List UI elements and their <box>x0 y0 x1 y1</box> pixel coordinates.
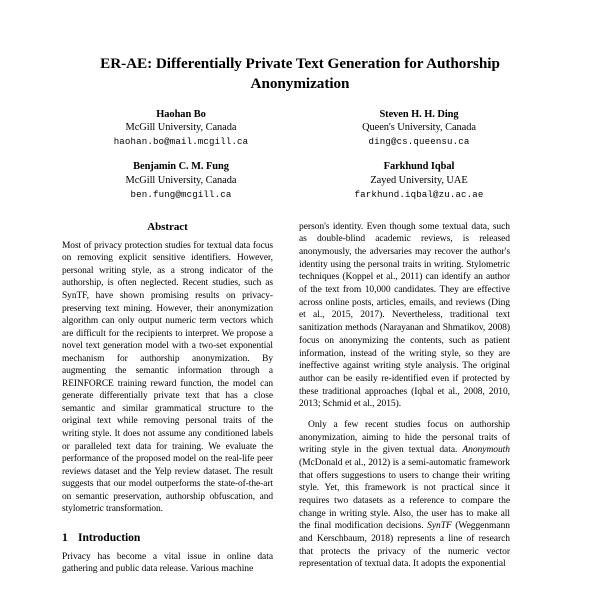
cited-system-name: Anonymouth <box>462 445 510 456</box>
author-email: farkhund.iqbal@zu.ac.ae <box>354 188 484 200</box>
author-column-right <box>300 108 538 213</box>
section-heading-introduction <box>62 531 273 544</box>
paragraph-text-part: (Weggenmann and Kerschbaum, 2018) represents a line of research that protects the privacy of the numeric vector representation of textual data. It adopts the exponential <box>299 521 510 570</box>
abstract-paragraph: Most of privacy protection studies for textual data focus on removing explicit sensitive identifiers. However, personal writing style, as a strong indicator of the authorship, is often neglected. Recent studies, such as SynTF, have shown promising results on privacy-preserving text mining. However, their anonymization algorithm can only output numeric term vectors which are difficult for the recipients to interpret. We propose a novel text generation model with a two-set exponential mechanism for authorship anonymization. By augmenting the semantic information through a REINFORCE training reward function, the model can generate differentially private text that has a close semantic and similar grammatical structure to the original text while removing personal traits of the writing style. It does not assume any conditioned labels or paralleled text data for training. We evaluate the performance of the proposed model on the real-life peer reviews dataset and the Yelp review dataset. The result suggests that our model outperforms the state-of-the-art on semantic preservation, authorship obfuscation, and stylometric transformation. <box>62 240 273 515</box>
author-list <box>62 108 538 213</box>
paragraph-text-part: (McDonald et al., 2012) is a semi-automatic framework that offers suggestions to users to change their writing style. Yet, this framework is not practical since it requires two datasets as a reference to compare the change in writing style. Also, the user has to make all the final modification decisions. <box>299 457 510 532</box>
author-affiliation: McGill University, Canada <box>125 122 237 134</box>
author-email: ben.fung@mcgill.ca <box>130 188 232 200</box>
abstract-heading: Abstract <box>147 220 188 233</box>
author-name: Haohan Bo <box>156 108 206 120</box>
author-affiliation: Zayed University, UAE <box>370 174 468 186</box>
column-left <box>62 221 273 576</box>
author-block <box>62 160 300 201</box>
author-block <box>300 108 538 149</box>
section-title: Introduction <box>78 530 141 544</box>
author-block <box>300 160 538 201</box>
column-right <box>299 221 510 576</box>
author-name: Steven H. H. Ding <box>379 108 459 120</box>
abstract-body <box>62 240 273 516</box>
paragraph-text-part: Only a few recent studies focus on authorship anonymization, aiming to hide the personal traits of writing style in the given textual data. <box>299 419 510 456</box>
author-block <box>62 108 300 149</box>
author-email: haohan.bo@mail.mcgill.ca <box>113 135 249 147</box>
page-title: ER-AE: Differentially Private Text Generation for Authorship Anonymization <box>100 55 500 92</box>
author-name: Farkhund Iqbal <box>383 161 455 173</box>
cited-system-name: SynTF <box>427 521 452 532</box>
right-column-paragraph <box>299 419 510 571</box>
author-affiliation: Queen's University, Canada <box>362 122 476 134</box>
author-affiliation: McGill University, Canada <box>125 174 237 186</box>
section-number: 1 <box>62 530 68 544</box>
author-email: ding@cs.queensu.ca <box>368 135 470 147</box>
introduction-paragraph: Privacy has become a vital issue in online data gathering and public data release. Various machine <box>62 551 273 575</box>
author-column-left <box>62 108 300 213</box>
body-columns <box>62 221 538 576</box>
right-column-paragraph: person's identity. Even though some textual data, such as double-blind academic reviews, is released anonymously, the adversaries may recover the author's identity using the personal traits in writing. Stylometric techniques (Koppel et al., 2011) can identify an author of the text from 10,000 candidates. They are effective across online posts, articles, emails, and reviews (Ding et al., 2015, 2017). Nevertheless, traditional text sanitization methods (Narayanan and Shmatikov, 2008) focus on anonymizing the contents, such as patient information, instead of the writing style, so they are ineffective against writing style analysis. The original author can be easily re-identified even if protected by these traditional approaches (Iqbal et al., 2008, 2010, 2013; Schmid et al., 2015). <box>299 221 510 410</box>
author-name: Benjamin C. M. Fung <box>133 161 229 173</box>
